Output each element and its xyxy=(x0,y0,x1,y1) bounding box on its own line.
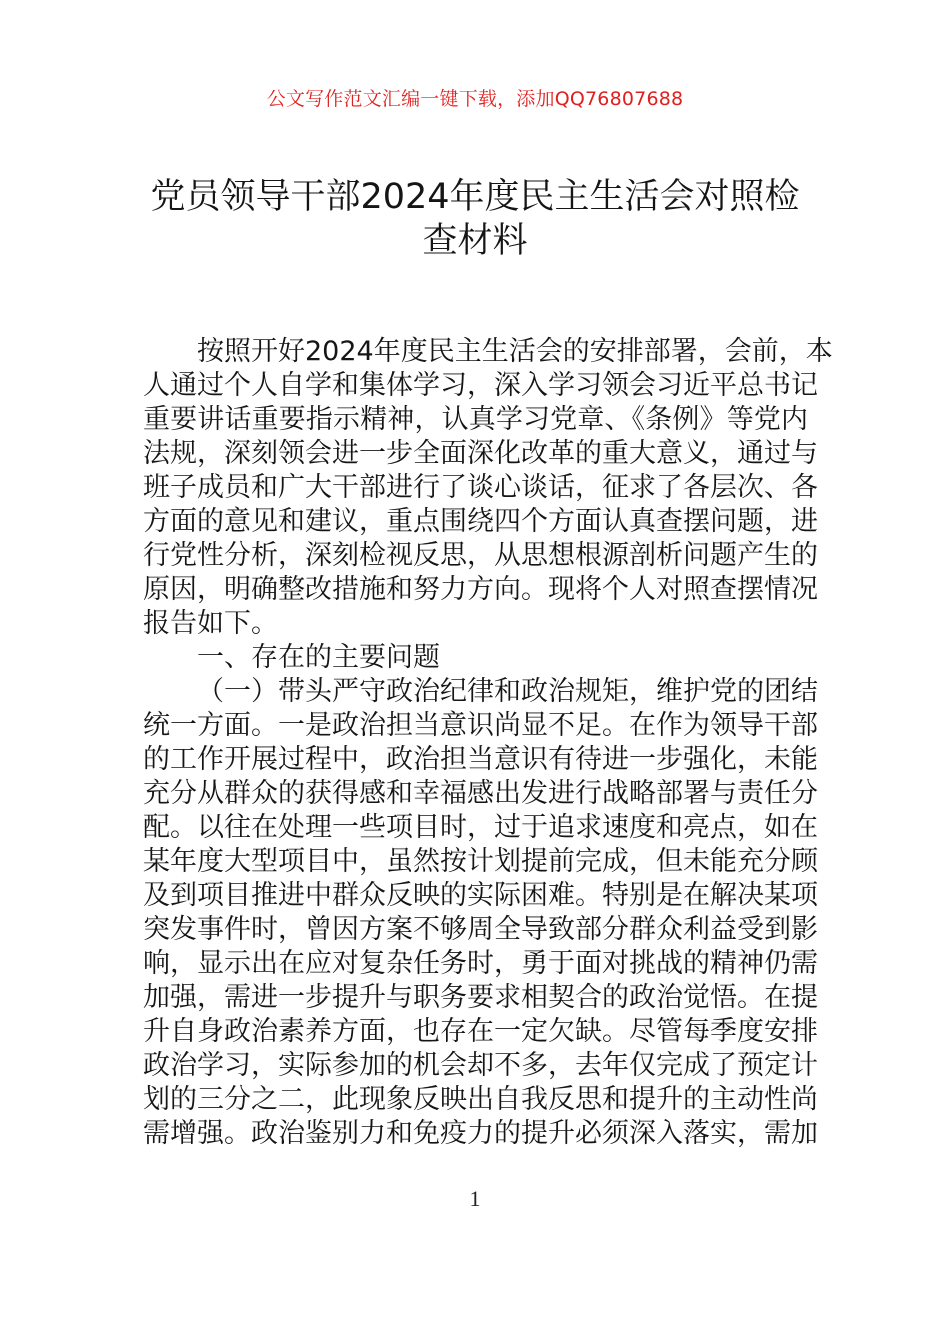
body-line: 统一方面。一是政治担当意识尚显不足。在作为领导干部 xyxy=(143,710,818,741)
body-line: 升自身政治素养方面，也存在一定欠缺。尽管每季度安排 xyxy=(143,1016,818,1047)
body-line: 及到项目推进中群众反映的实际困难。特别是在解决某项 xyxy=(143,880,818,911)
document-title-line-2: 查材料 xyxy=(422,221,528,261)
body-line: （一）带头严守政治纪律和政治规矩，维护党的团结 xyxy=(197,676,818,707)
body-line: 充分从群众的获得感和幸福感出发进行战略部署与责任分 xyxy=(143,778,818,809)
body-line: 政治学习，实际参加的机会却不多，去年仅完成了预定计 xyxy=(143,1050,818,1081)
body-line: 的工作开展过程中，政治担当意识有待进一步强化，未能 xyxy=(143,744,818,775)
document-title-line-1: 党员领导干部2024年度民主生活会对照检 xyxy=(150,177,800,217)
body-line: 配。以往在处理一些项目时，过于追求速度和亮点，如在 xyxy=(143,812,818,843)
body-line: 响，显示出在应对复杂任务时，勇于面对挑战的精神仍需 xyxy=(143,948,818,979)
body-line: 原因，明确整改措施和努力方向。现将个人对照查摆情况 xyxy=(143,574,818,605)
body-line: 按照开好2024年度民主生活会的安排部署，会前，本 xyxy=(197,336,833,367)
body-line: 报告如下。 xyxy=(143,608,278,639)
header-note: 公文写作范文汇编一键下载，添加QQ76807688 xyxy=(266,88,684,110)
body-line: 法规，深刻领会进一步全面深化改革的重大意义，通过与 xyxy=(143,438,818,469)
body-line: 突发事件时，曾因方案不够周全导致部分群众利益受到影 xyxy=(143,914,818,945)
body-line: 行党性分析，深刻检视反思，从思想根源剖析问题产生的 xyxy=(143,540,818,571)
body-line: 划的三分之二，此现象反映出自我反思和提升的主动性尚 xyxy=(143,1084,818,1115)
body-line: 方面的意见和建议，重点围绕四个方面认真查摆问题，进 xyxy=(143,506,818,537)
body-line: 需增强。政治鉴别力和免疫力的提升必须深入落实，需加 xyxy=(143,1118,818,1149)
body-line: 重要讲话重要指示精神，认真学习党章、《条例》等党内 xyxy=(143,404,808,435)
body-line: 人通过个人自学和集体学习，深入学习领会习近平总书记 xyxy=(143,370,818,401)
body-line: 某年度大型项目中，虽然按计划提前完成，但未能充分顾 xyxy=(143,846,818,877)
document-body xyxy=(143,335,833,1151)
section-heading: 一、存在的主要问题 xyxy=(197,642,440,673)
body-line: 班子成员和广大干部进行了谈心谈话，征求了各层次、各 xyxy=(143,472,818,503)
page-number: 1 xyxy=(469,1186,481,1211)
body-line: 加强，需进一步提升与职务要求相契合的政治觉悟。在提 xyxy=(143,982,818,1013)
